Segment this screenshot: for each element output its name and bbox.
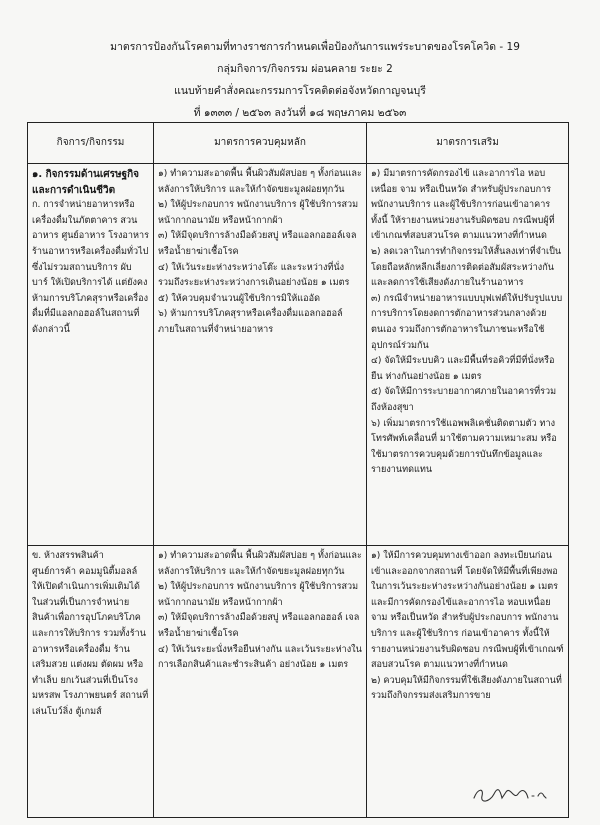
activity-cell — [28, 164, 154, 546]
handwritten-signature — [470, 780, 550, 808]
column-header-activity: กิจการ/กิจกรรม — [28, 123, 154, 164]
extra-measure-item: ๕) จัดให้มีการระบายอากาศภายในอาคารที่รวมถึงห้องสุขา — [371, 387, 557, 413]
main-measure-item: ๒) ให้ผู้ประกอบการ พนักงานบริการ ผู้ใช้บริการสวมหน้ากากอนามัย หรือหน้ากากผ้า — [158, 582, 359, 608]
extra-measures-cell — [367, 164, 569, 546]
document-header — [0, 36, 600, 124]
main-measure-item: ๑) ทำความสะอาดพื้น พื้นผิวสัมผัสบ่อย ๆ ทั้งก่อนและ หลังการให้บริการ และให้กำจัดขยะมูลฝอยทุกวัน — [158, 551, 362, 577]
table-header-row — [28, 123, 569, 164]
extra-measure-item: ๒) ควบคุมให้มีกิจกรรมที่ใช้เสียงดังภายในสถานที่ รวมถึงกิจกรรมส่งเสริมการขาย — [371, 675, 562, 702]
column-header-main-measures: มาตรการควบคุมหลัก — [154, 123, 367, 164]
main-measure-item: ๑) ทำความสะอาดพื้น พื้นผิวสัมผัสบ่อย ๆ ทั้งก่อนและหลังการให้บริการ และให้กำจัดขยะมูลฝอยทุกวัน — [158, 169, 362, 195]
main-measures-cell — [154, 546, 367, 818]
table-row — [28, 164, 569, 546]
extra-measure-item: ๔) จัดให้มีระบบคิว และมีพื้นที่รอคิวที่มีที่นั่งหรือยืน ห่างกันอย่างน้อย ๑ เมตร — [371, 356, 555, 382]
extra-measure-item: ๓) กรณีจำหน่ายอาหารแบบบุฟเฟต์ให้ปรับรูปแบบ การบริการโดยงดการตักอาหารส่วนกลางด้วยตนเอง รวมถึงการตักอาหารในภาชนะหรือใช้อุปกรณ์ร่วมกัน — [371, 293, 563, 351]
header-group: กลุ่มกิจการ/กิจกรรม ผ่อนคลาย ระยะ 2 — [217, 63, 393, 75]
header-title: มาตรการป้องกันโรคตามที่ทางราชการกำหนดเพื่อป้องกันการแพร่ระบาดของโรคโควิด - 19 — [110, 41, 520, 53]
header-order-number: ที่ ๑๓๓๓ / ๒๕๖๓ ลงวันที่ ๑๘ พฤษภาคม ๒๕๖๓ — [193, 107, 407, 119]
extra-measure-item: ๒) ลดเวลาในการทำกิจกรรมให้สั้นลงเท่าที่จำเป็น โดยถือหลักหลีกเลี่ยงการติดต่อสัมผัสระหว่างกัน และลดการใช้เสียงดังภายในร้านอาหาร — [371, 246, 562, 289]
table-row — [28, 546, 569, 818]
main-measure-item: ๕) ให้ควบคุมจำนวนผู้ใช้บริการมิให้แออัด — [158, 293, 320, 304]
measures-table — [27, 122, 569, 818]
activity-cell — [28, 546, 154, 818]
signature-icon — [470, 780, 550, 808]
main-measure-item: ๓) ให้มีจุดบริการล้างมือด้วยสบู่ หรือแอลกอฮอล์ เจล หรือน้ำยาฆ่าเชื้อโรค — [158, 613, 360, 639]
main-measure-item: ๓) ให้มีจุดบริการล้างมือด้วยสบู่ หรือแอลกอฮอล์เจล หรือน้ำยาฆ่าเชื้อโรค — [158, 231, 357, 257]
main-measure-item: ๒) ให้ผู้ประกอบการ พนักงานบริการ ผู้ใช้บริการสวมหน้ากากอนามัย หรือหน้ากากผ้า — [158, 200, 359, 226]
extra-measures-cell — [367, 546, 569, 818]
column-header-extra-measures: มาตรการเสริม — [367, 123, 569, 164]
main-measures-cell — [154, 164, 367, 546]
header-attachment: แนบท้ายคำสั่งคณะกรรมการโรคติดต่อจังหวัดกาญจนบุรี — [174, 85, 426, 97]
main-measure-item: ๔) ให้เว้นระยะนั่งหรือยืนห่างกัน และเว้นระยะห่างในการเลือกสินค้าและชำระสินค้า อย่างน้อย ๑ เมตร — [158, 644, 362, 671]
extra-measure-item: ๑) ให้มีการควบคุมทางเข้าออก ลงทะเบียนก่อนเข้าและออกจากสถานที่ โดยจัดให้มีพื้นที่เพียงพอในการเว้นระยะห่างระหว่างกันอย่างน้อย ๑ เมตร และมีการคัดกรองไข้และอาการไอ หอบเหนื่อย จาม หรือเป็นหวัด สำหรับผู้ประกอบการ พนักงานบริการ และผู้ใช้บริการ ก่อนเข้าอาคาร ทั้งนี้ให้ รายงานหน่วยงานรับผิดชอบ กรณีพบผู้ที่เข้าเกณฑ์ สอบสวนโรค ตามแนวทางที่กำหนด — [371, 551, 564, 671]
main-measure-item: ๖) ห้ามการบริโภคสุราหรือเครื่องดื่มแอลกอฮอล์ ภายในสถานที่จำหน่ายอาหาร — [158, 309, 343, 335]
main-measure-item: ๔) ให้เว้นระยะห่างระหว่างโต๊ะ และระหว่างที่นั่ง รวมถึงระยะห่างระหว่างการเดินอย่างน้อย ๑ เมตร — [158, 262, 350, 289]
activity-description: ก. การจำหน่ายอาหารหรือเครื่องดื่มในภัตตาคาร สวนอาหาร ศูนย์อาหาร โรงอาหาร ร้านอาหารหรือเครื่องดื่มทั่วไป ซึ่งไม่รวมสถานบริการ ผับ บาร์ ให้เปิดบริการได้ แต่ยังคงห้ามการบริโภคสุราหรือเครื่องดื่มที่มีแอลกอฮอล์ในสถานที่ดังกล่าวนี้ — [32, 200, 149, 335]
activity-description: ข. ห้างสรรพสินค้า ศูนย์การค้า คอมมูนิตี้มอลล์ ให้เปิดดำเนินการเพิ่มเติมได้ในส่วนที่เป็นการจำหน่ายสินค้าเพื่อการอุปโภคบริโภคและการให้บริการ รวมทั้งร้านอาหารหรือเครื่องดื่ม ร้านเสริมสวย แต่งผม ตัดผม หรือทำเล็บ ยกเว้นส่วนที่เป็นโรงมหรสพ โรงภาพยนตร์ สถานที่เล่นโบว์ลิ่ง ตู้เกมส์ — [32, 551, 149, 717]
extra-measure-item: ๑) มีมาตรการคัดกรองไข้ และอาการไอ หอบเหนื่อย จาม หรือเป็นหวัด สำหรับผู้ประกอบการ พนักงานบริการ และผู้ใช้บริการก่อนเข้าอาคาร ทั้งนี้ ให้รายงานหน่วยงานรับผิดชอบ กรณีพบผู้ที่เข้าเกณฑ์สอบสวนโรค ตามแนวทางที่กำหนด — [371, 169, 555, 242]
activity-group-title: ๑. กิจกรรมด้านเศรษฐกิจและการดำเนินชีวิต — [32, 169, 140, 196]
extra-measure-item: ๖) เพิ่มมาตรการใช้แอพพลิเคชั่นติดตามตัว ทางโทรศัพท์เคลื่อนที่ มาใช้ตามความเหมาะสม หรือใช้มาตรการควบคุมด้วยการบันทึกข้อมูลและรายงานทดแทน — [371, 418, 557, 476]
